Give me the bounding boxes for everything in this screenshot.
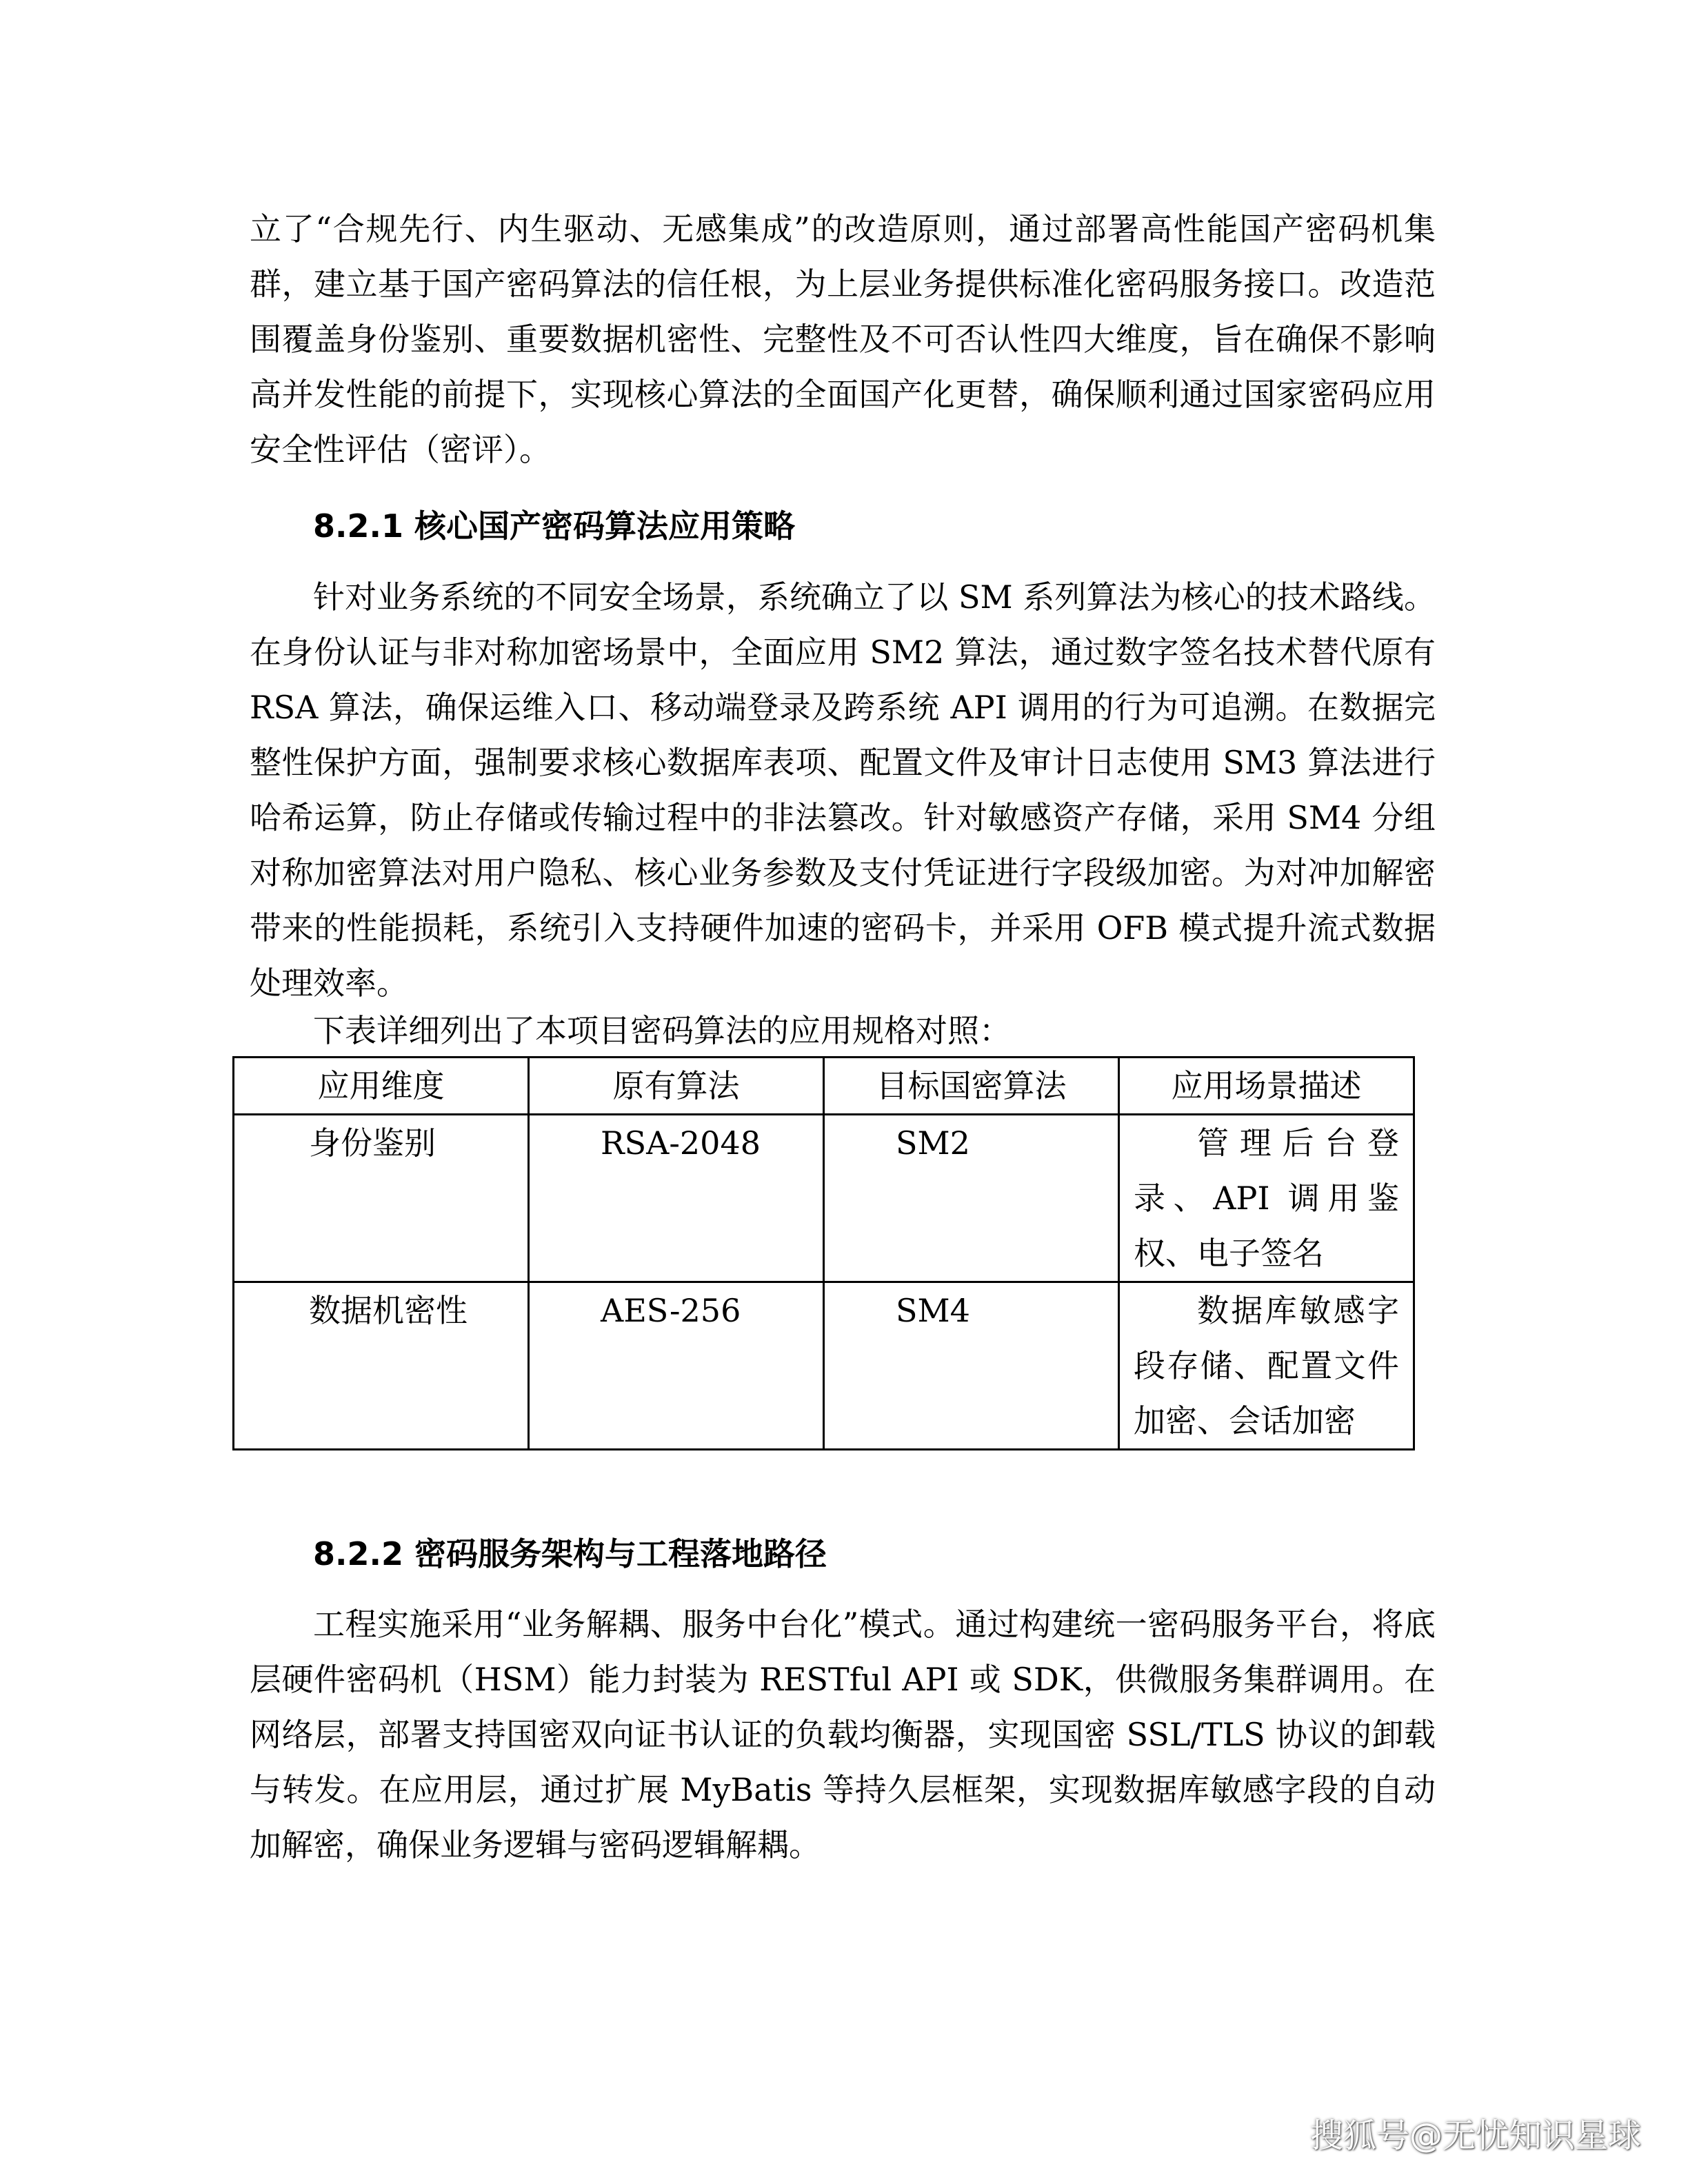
- table-cell-original: RSA-2048: [529, 1115, 824, 1282]
- table-cell-original: AES-256: [529, 1282, 824, 1450]
- section-heading-8-2-1: 8.2.1 核心国产密码算法应用策略: [313, 507, 795, 545]
- watermark-text: 搜狐号@无忧知识星球: [1309, 2116, 1641, 2155]
- algorithm-spec-table: [232, 1056, 1415, 1450]
- table-header-cell: 应用维度: [234, 1058, 529, 1115]
- table-cell-scenario: 管理后台登录、API 调用鉴权、电子签名: [1119, 1115, 1414, 1282]
- intro-paragraph: 立了“合规先行、内生驱动、无感集成”的改造原则，通过部署高性能国产密码机集群，建立基于国产密码算法的信任根，为上层业务提供标准化密码服务接口。改造范围覆盖身份鉴别、重要数据机密性、完整性及不可否认性四大维度，旨在确保不影响高并发性能的前提下，实现核心算法的全面国产化更替，确保顺利通过国家密码应用安全性评估（密评）。: [250, 210, 1436, 468]
- table-intro-text: 下表详细列出了本项目密码算法的应用规格对照：: [313, 1012, 1011, 1049]
- table-row: [234, 1115, 1414, 1282]
- table-row: [234, 1282, 1414, 1450]
- table-header-cell: 应用场景描述: [1119, 1058, 1414, 1115]
- table-header-cell: 目标国密算法: [824, 1058, 1119, 1115]
- table-cell-dimension: 数据机密性: [234, 1282, 529, 1450]
- table-cell-dimension: 身份鉴别: [234, 1115, 529, 1282]
- table-cell-target: SM4: [824, 1282, 1119, 1450]
- table-cell-scenario: 数据库敏感字段存储、配置文件加密、会话加密: [1119, 1282, 1414, 1450]
- section-8-2-2-paragraph: 工程实施采用“业务解耦、服务中台化”模式。通过构建统一密码服务平台，将底层硬件密码机（HSM）能力封装为 RESTful API 或 SDK，供微服务集群调用。在网络层，部署支持国密双向证书认证的负载均衡器，实现国密 SSL/TLS 协议的卸载与转发。在应用层，通过扩展 MyBatis 等持久层框架，实现数据库敏感字段的自动加解密，确保业务逻辑与密码逻辑解耦。: [250, 1606, 1436, 1863]
- table-header-cell: 原有算法: [529, 1058, 824, 1115]
- table-cell-target: SM2: [824, 1115, 1119, 1282]
- section-8-2-1-paragraph: 针对业务系统的不同安全场景，系统确立了以 SM 系列算法为核心的技术路线。在身份认证与非对称加密场景中，全面应用 SM2 算法，通过数字签名技术替代原有 RSA 算法，确保运维入口、移动端登录及跨系统 API 调用的行为可追溯。在数据完整性保护方面，强制要求核心数据库表项、配置文件及审计日志使用 SM3 算法进行哈希运算，防止存储或传输过程中的非法篡改。针对敏感资产存储，采用 SM4 分组对称加密算法对用户隐私、核心业务参数及支付凭证进行字段级加密。为对冲加解密带来的性能损耗，系统引入支持硬件加速的密码卡，并采用 OFB 模式提升流式数据处理效率。: [250, 578, 1436, 1002]
- section-heading-8-2-2: 8.2.2 密码服务架构与工程落地路径: [313, 1535, 827, 1573]
- table-header-row: [234, 1058, 1414, 1115]
